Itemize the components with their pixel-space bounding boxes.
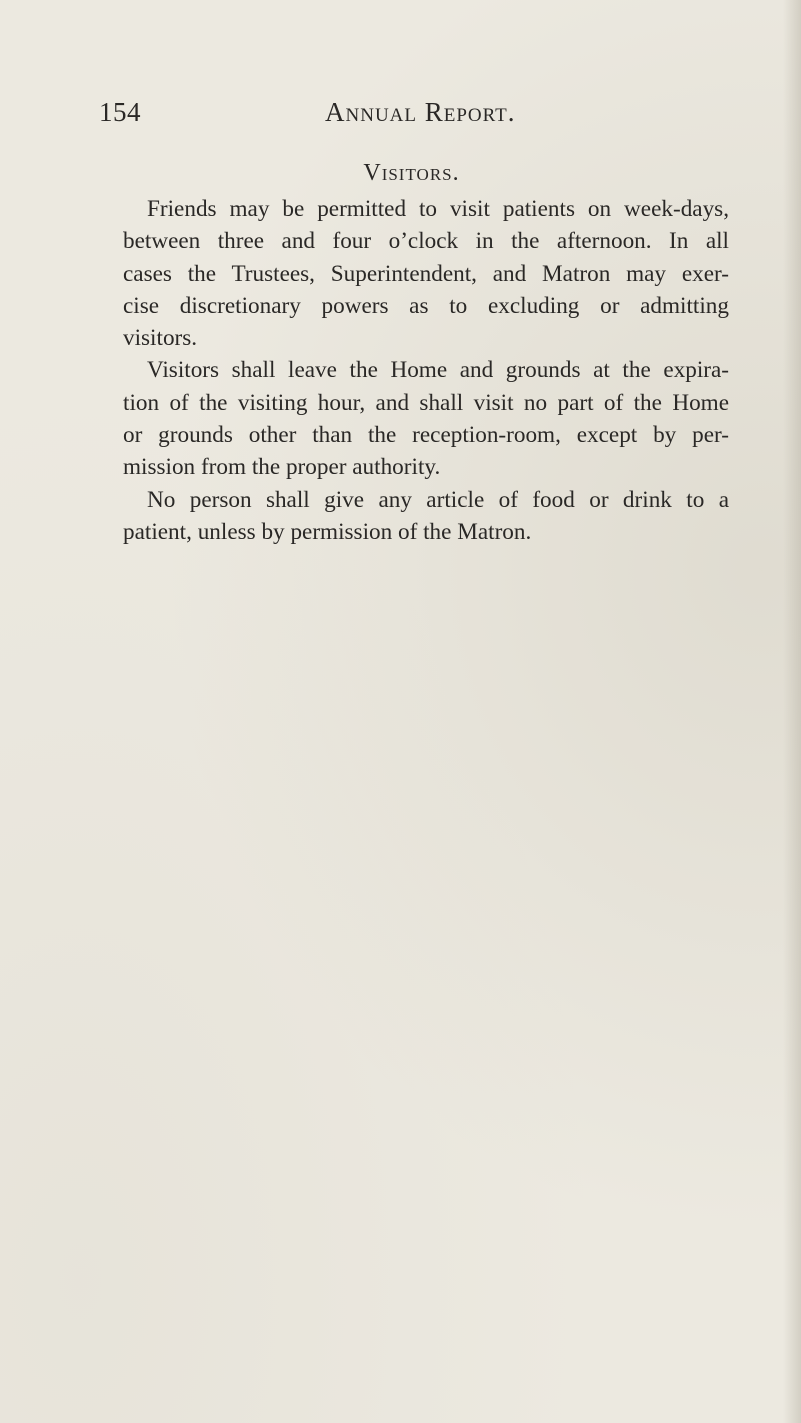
page-number: 154: [99, 97, 141, 127]
running-head: [0, 97, 801, 137]
page-edge-shadow: [783, 0, 801, 1423]
running-title: Annual Report.: [325, 97, 516, 127]
text-line: No person shall give any article of food or drink to a: [147, 486, 729, 513]
paragraph-visiting-hours: [99, 193, 729, 354]
text-line: mission from the proper authority.: [123, 454, 441, 481]
text-line: cise discretionary powers as to excluding or admitting: [123, 292, 729, 319]
text-line: Visitors shall leave the Home and grounds at the expira-: [147, 357, 729, 384]
text-line: between three and four o’clock in the afternoon. In all: [123, 228, 729, 255]
section-title: Visitors.: [363, 160, 460, 186]
text-line: Friends may be permitted to visit patients on week-days,: [147, 196, 729, 222]
paragraph-food-drink: [99, 484, 729, 549]
text-line: visitors.: [123, 325, 198, 352]
text-line: tion of the visiting hour, and shall visit no part of the Home: [123, 389, 729, 416]
text-line: patient, unless by permission of the Matron.: [123, 518, 532, 545]
paragraph-leaving-grounds: [99, 354, 729, 483]
text-line: or grounds other than the reception-room, except by per-: [123, 422, 729, 449]
text-line: cases the Trustees, Superintendent, and Matron may exer-: [123, 260, 729, 287]
body-text: [99, 193, 729, 548]
